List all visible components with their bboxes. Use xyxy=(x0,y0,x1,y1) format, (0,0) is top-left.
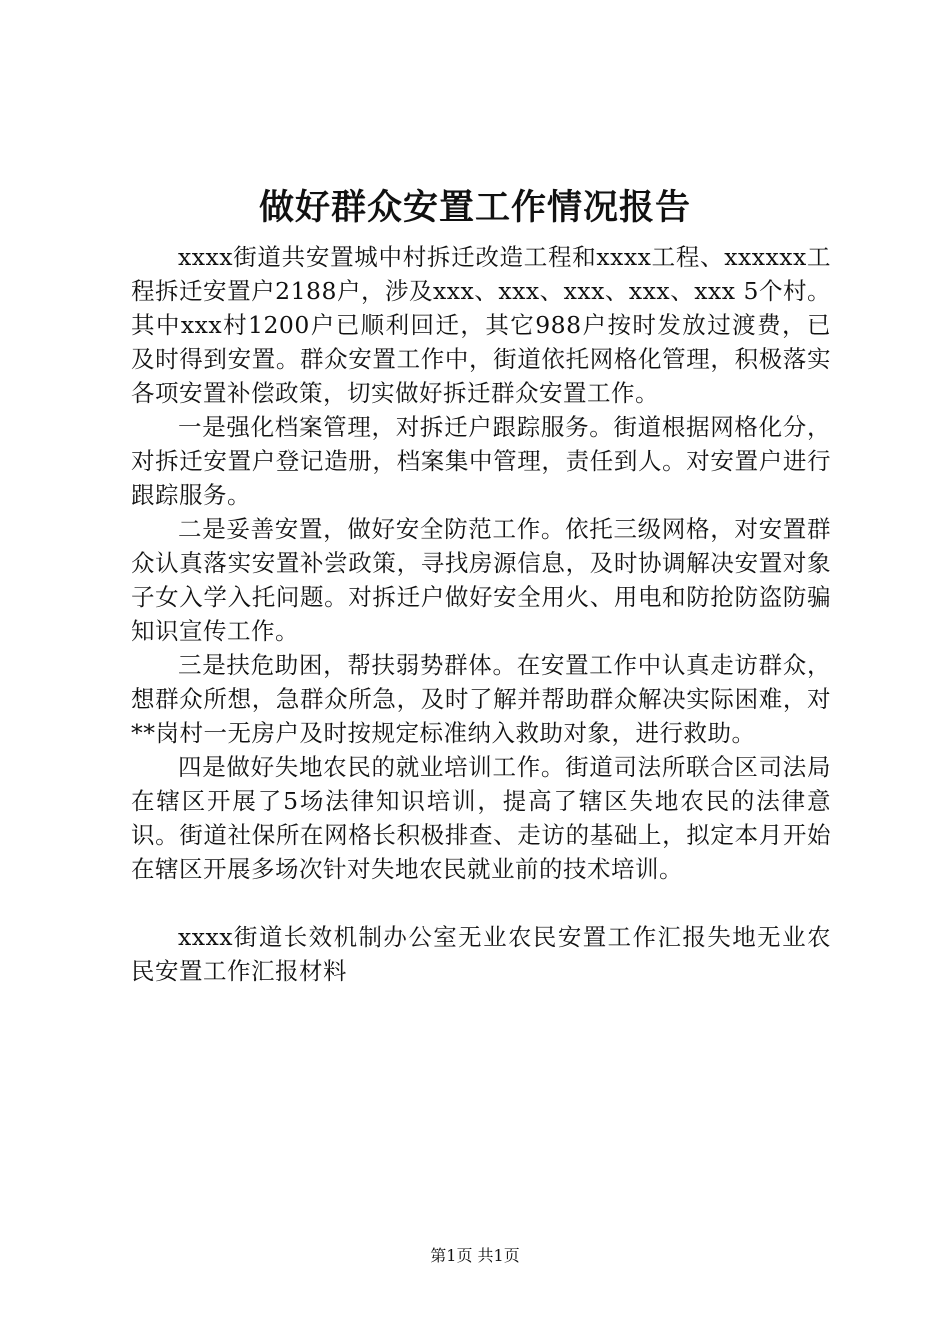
paragraph-point-four: 四是做好失地农民的就业培训工作。街道司法所联合区司法局在辖区开展了5场法律知识培训，提高了辖区失地农民的法律意识。街道社保所在网格长积极排查、走访的基础上，拟定本月开始在辖区开展多场次针对失地农民就业前的技术培训。 xyxy=(131,753,831,883)
paragraph-point-three: 三是扶危助困，帮扶弱势群体。在安置工作中认真走访群众，想群众所想，急群众所急，及时了解并帮助群众解决实际困难，对**岗村一无房户及时按规定标准纳入救助对象，进行救助。 xyxy=(131,651,831,747)
paragraph-point-two: 二是妥善安置，做好安全防范工作。依托三级网格，对安置群众认真落实安置补尝政策，寻找房源信息，及时协调解决安置对象子女入学入托问题。对拆迁户做好安全用火、用电和防抢防盗防骗知识宣传工作。 xyxy=(131,515,831,645)
document-title: 做好群众安置工作情况报告 xyxy=(258,187,691,228)
closing-line: xxxx街道长效机制办公室无业农民安置工作汇报失地无业农民安置工作汇报材料 xyxy=(131,923,831,985)
paragraph-point-one: 一是强化档案管理，对拆迁户跟踪服务。街道根据网格化分，对拆迁安置户登记造册，档案集中管理，责任到人。对安置户进行跟踪服务。 xyxy=(131,413,831,509)
document-body xyxy=(131,240,831,988)
page-number-footer: 第1页 共1页 xyxy=(430,1246,520,1265)
paragraph-intro: xxxx街道共安置城中村拆迁改造工程和xxxx工程、xxxxxx工程拆迁安置户2188户，涉及xxx、xxx、xxx、xxx、xxx 5个村。其中xxx村1200户已顺利回迁，其它988户按时发放过渡费，已及时得到安置。群众安置工作中，街道依托网格化管理，积极落实各项安置补偿政策，切实做好拆迁群众安置工作。 xyxy=(131,243,831,407)
